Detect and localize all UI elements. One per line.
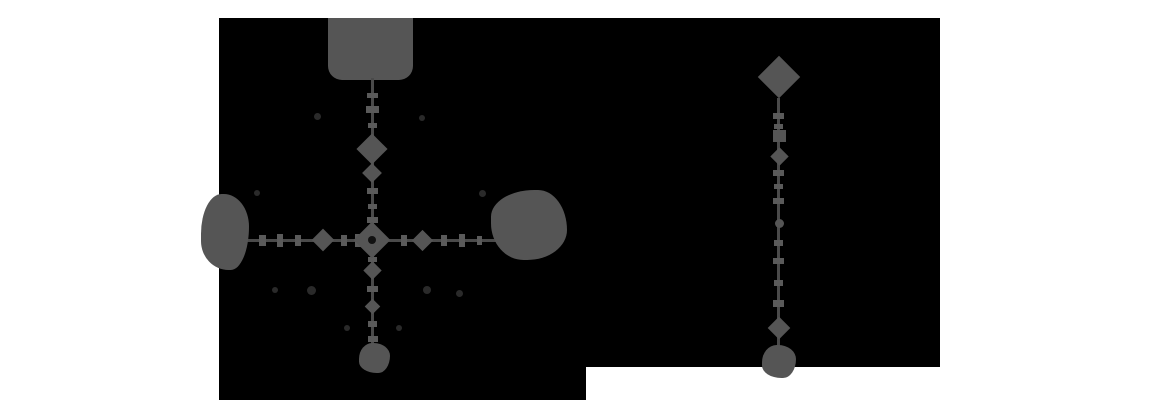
spine-tick [774, 280, 783, 286]
top-tab-shape [328, 18, 413, 80]
spine-tick [341, 235, 347, 246]
spine-tick [459, 234, 465, 247]
left-edge-blob [201, 194, 249, 270]
bottom-blob [359, 343, 390, 373]
upper-diamond-large [356, 133, 387, 164]
bottom-blob [762, 345, 796, 378]
upper-square [773, 130, 786, 142]
spine-tick [773, 198, 784, 204]
spine-tick [367, 188, 378, 194]
faint-speck [344, 325, 350, 331]
left-panel [219, 18, 586, 400]
faint-speck [254, 190, 260, 196]
right-diamond [412, 230, 433, 251]
upper-diamond-small [362, 163, 382, 183]
right-panel [586, 18, 940, 367]
top-diamond-large [758, 56, 800, 98]
spine-tick [368, 204, 377, 209]
lower-diamond [768, 317, 791, 340]
lower-diamond-mid [365, 299, 381, 315]
mid-dot [775, 219, 784, 228]
spine-tick [773, 113, 784, 119]
spine-tick [368, 123, 377, 128]
spine-tick [259, 235, 266, 246]
spine-tick [773, 300, 784, 307]
faint-speck [456, 290, 463, 297]
faint-speck [314, 113, 321, 120]
spine-tick [441, 235, 447, 246]
faint-speck [423, 286, 431, 294]
faint-speck [307, 286, 316, 295]
spine-tick [368, 336, 378, 342]
faint-speck [419, 115, 425, 121]
spine-tick [368, 321, 377, 327]
spine-tick [277, 234, 283, 247]
spine-tick [774, 124, 783, 129]
spine-tick [366, 106, 379, 113]
lower-diamond-small [363, 261, 381, 279]
faint-speck [272, 287, 278, 293]
faint-speck [396, 325, 402, 331]
spine-tick [773, 258, 784, 264]
spine-tick [774, 240, 783, 246]
spine-tick [401, 235, 407, 246]
spine-tick [477, 236, 482, 245]
spine-tick [774, 184, 783, 189]
faint-speck [479, 190, 486, 197]
left-diamond [312, 229, 335, 252]
spine-tick [367, 93, 378, 98]
center-core-dot [368, 236, 376, 244]
upper-diamond [770, 147, 788, 165]
spine-tick [367, 286, 378, 292]
spine-tick [295, 235, 301, 246]
right-edge-blob [491, 190, 567, 260]
spine-tick [773, 170, 784, 176]
